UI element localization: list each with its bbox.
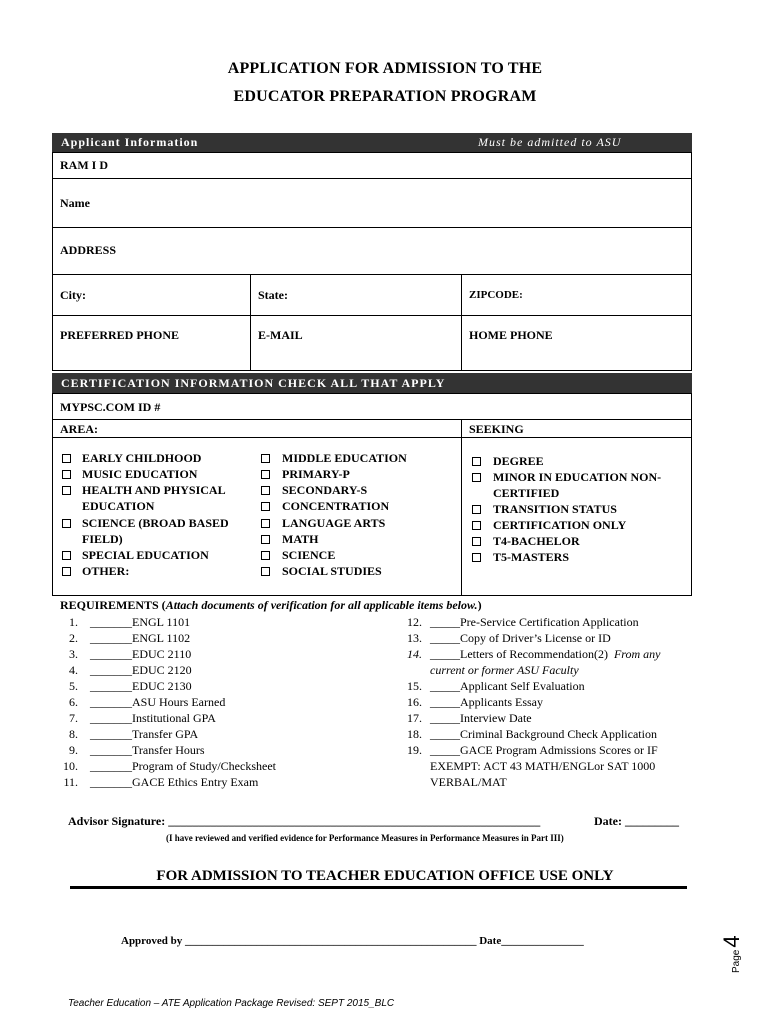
checkbox-other[interactable]	[62, 567, 71, 576]
req-item-preservice-application: _____Pre-Service Certification Application	[430, 615, 639, 629]
approved-by-field[interactable]: Approved by _____________________________________________________ Date_______________	[121, 935, 584, 947]
req-number: 19.	[407, 743, 422, 757]
document-title-line2: EDUCATOR PREPARATION PROGRAM	[233, 88, 537, 105]
mypsc-id-field[interactable]: MYPSC.COM ID #	[60, 400, 161, 414]
certification-header	[52, 373, 692, 393]
req-number: 9.	[69, 743, 78, 757]
option-transition-status: TRANSITION STATUS	[493, 502, 617, 516]
option-science: SCIENCE	[282, 548, 336, 562]
checkbox-social-studies[interactable]	[261, 567, 270, 576]
req-item-self-evaluation: _____Applicant Self Evaluation	[430, 679, 585, 693]
checkbox-minor-education[interactable]	[472, 473, 481, 482]
req-item-engl-1101: _______ENGL 1101	[90, 615, 191, 629]
checkbox-health-physical-education[interactable]	[62, 486, 71, 495]
req-item-educ-2130: _______EDUC 2130	[90, 679, 192, 693]
req-number: 10.	[63, 759, 78, 773]
req-item-program-of-study: _______Program of Study/Checksheet	[90, 759, 276, 773]
option-concentration: CONCENTRATION	[282, 499, 390, 513]
option-math: MATH	[282, 532, 319, 546]
office-use-divider	[70, 886, 687, 889]
advisor-date-field[interactable]: Date: _________	[594, 814, 679, 828]
req-number: 1.	[69, 615, 78, 629]
document-title-line1: APPLICATION FOR ADMISSION TO THE	[227, 60, 543, 77]
footer-text: Teacher Education – ATE Application Package Revised: SEPT 2015_BLC	[68, 998, 395, 1009]
req-item-transfer-hours: _______Transfer Hours	[90, 743, 205, 757]
option-science-broad-cont: FIELD)	[82, 532, 123, 546]
checkbox-language-arts[interactable]	[261, 519, 270, 528]
zipcode-field[interactable]: ZIPCODE:	[469, 289, 523, 301]
req-item-institutional-gpa: _______Institutional GPA	[90, 711, 216, 725]
admission-note: Must be admitted to ASU	[478, 135, 622, 149]
req-number: 18.	[407, 727, 422, 741]
checkbox-science-broad[interactable]	[62, 519, 71, 528]
req-item-letters-recommendation: _____Letters of Recommendation(2) From any	[430, 647, 661, 661]
requirements-heading: REQUIREMENTS (Attach documents of verification for all applicable items below.)	[60, 598, 482, 612]
option-secondary: SECONDARY-S	[282, 483, 368, 497]
checkbox-transition-status[interactable]	[472, 505, 481, 514]
email-field[interactable]: E-MAIL	[258, 328, 303, 342]
applicant-info-header	[52, 133, 692, 152]
req-number: 11.	[63, 775, 78, 789]
checkbox-special-education[interactable]	[62, 551, 71, 560]
option-minor-education: MINOR IN EDUCATION NON-	[493, 470, 662, 484]
option-special-education: SPECIAL EDUCATION	[82, 548, 209, 562]
seeking-label: SEEKING	[469, 422, 524, 436]
req-item-gace-ethics: _______GACE Ethics Entry Exam	[90, 775, 259, 789]
req-number: 6.	[69, 695, 78, 709]
checkbox-degree[interactable]	[472, 457, 481, 466]
city-field[interactable]: City:	[60, 288, 86, 302]
option-health-physical-cont: EDUCATION	[82, 499, 155, 513]
req-item-transfer-gpa: _______Transfer GPA	[90, 727, 199, 741]
checkbox-math[interactable]	[261, 535, 270, 544]
option-social-studies: SOCIAL STUDIES	[282, 564, 382, 578]
checkbox-early-childhood[interactable]	[62, 454, 71, 463]
req-item-gace-exempt-cont: VERBAL/MAT	[430, 775, 507, 789]
certification-label: CERTIFICATION INFORMATION CHECK ALL THAT APPLY	[61, 376, 446, 390]
option-middle-education: MIDDLE EDUCATION	[282, 451, 407, 465]
req-number: 12.	[407, 615, 422, 629]
home-phone-field[interactable]: HOME PHONE	[469, 328, 553, 342]
preferred-phone-field[interactable]: PREFERRED PHONE	[60, 328, 180, 342]
advisor-note: (I have reviewed and verified evidence for Performance Measures in Performance Measures in Part III)	[166, 833, 564, 843]
req-item-gace-admissions: _____GACE Program Admissions Scores or IF	[430, 743, 658, 757]
checkbox-primary[interactable]	[261, 470, 270, 479]
page-number-label: Page4	[719, 935, 744, 973]
checkbox-secondary[interactable]	[261, 486, 270, 495]
option-language-arts: LANGUAGE ARTS	[282, 516, 386, 530]
option-t4-bachelor: T4-BACHELOR	[493, 534, 580, 548]
checkbox-certification-only[interactable]	[472, 521, 481, 530]
checkbox-science[interactable]	[261, 551, 270, 560]
option-music-education: MUSIC EDUCATION	[82, 467, 198, 481]
req-number: 14.	[407, 647, 422, 661]
req-item-background-check: _____Criminal Background Check Application	[430, 727, 657, 741]
req-number: 2.	[69, 631, 78, 645]
req-number: 8.	[69, 727, 78, 741]
option-degree: DEGREE	[493, 454, 544, 468]
checkbox-t5-masters[interactable]	[472, 553, 481, 562]
req-number: 5.	[69, 679, 78, 693]
name-field[interactable]: Name	[60, 196, 90, 210]
option-early-childhood: EARLY CHILDHOOD	[82, 451, 202, 465]
state-field[interactable]: State:	[258, 288, 288, 302]
checkbox-t4-bachelor[interactable]	[472, 537, 481, 546]
req-number: 16.	[407, 695, 422, 709]
req-item-educ-2120: _______EDUC 2120	[90, 663, 192, 677]
option-science-broad: SCIENCE (BROAD BASED	[82, 516, 229, 530]
req-item-applicants-essay: _____Applicants Essay	[430, 695, 543, 709]
option-health-physical: HEALTH AND PHYSICAL	[82, 483, 226, 497]
option-primary: PRIMARY-P	[282, 467, 350, 481]
req-item-interview-date: _____Interview Date	[430, 711, 532, 725]
req-item-asu-hours: _______ASU Hours Earned	[90, 695, 226, 709]
req-number: 17.	[407, 711, 422, 725]
req-number: 7.	[69, 711, 78, 725]
ram-id-field[interactable]: RAM I D	[60, 158, 108, 172]
req-item-gace-exempt: EXEMPT: ACT 43 MATH/ENGLor SAT 1000	[430, 759, 656, 773]
req-item-engl-1102: _______ENGL 1102	[90, 631, 191, 645]
req-item-educ-2110: _______EDUC 2110	[90, 647, 192, 661]
req-number: 3.	[69, 647, 78, 661]
req-number: 4.	[69, 663, 78, 677]
address-field[interactable]: ADDRESS	[60, 243, 117, 257]
option-certification-only: CERTIFICATION ONLY	[493, 518, 627, 532]
req-number: 13.	[407, 631, 422, 645]
checkbox-music-education[interactable]	[62, 470, 71, 479]
checkbox-concentration[interactable]	[261, 502, 270, 511]
req-item-drivers-license: _____Copy of Driver’s License or ID	[430, 631, 611, 645]
option-other: OTHER:	[82, 564, 130, 578]
office-use-heading: FOR ADMISSION TO TEACHER EDUCATION OFFICE USE ONLY	[156, 868, 614, 884]
applicant-info-label: Applicant Information	[61, 135, 199, 149]
advisor-signature-field[interactable]: Advisor Signature: ______________________________________________________________	[68, 814, 541, 828]
area-label: AREA:	[60, 422, 98, 436]
option-minor-education-cont: CERTIFIED	[493, 486, 560, 500]
checkbox-middle-education[interactable]	[261, 454, 270, 463]
req-item-letters-recommendation-cont: current or former ASU Faculty	[430, 663, 579, 677]
req-number: 15.	[407, 679, 422, 693]
option-t5-masters: T5-MASTERS	[493, 550, 570, 564]
